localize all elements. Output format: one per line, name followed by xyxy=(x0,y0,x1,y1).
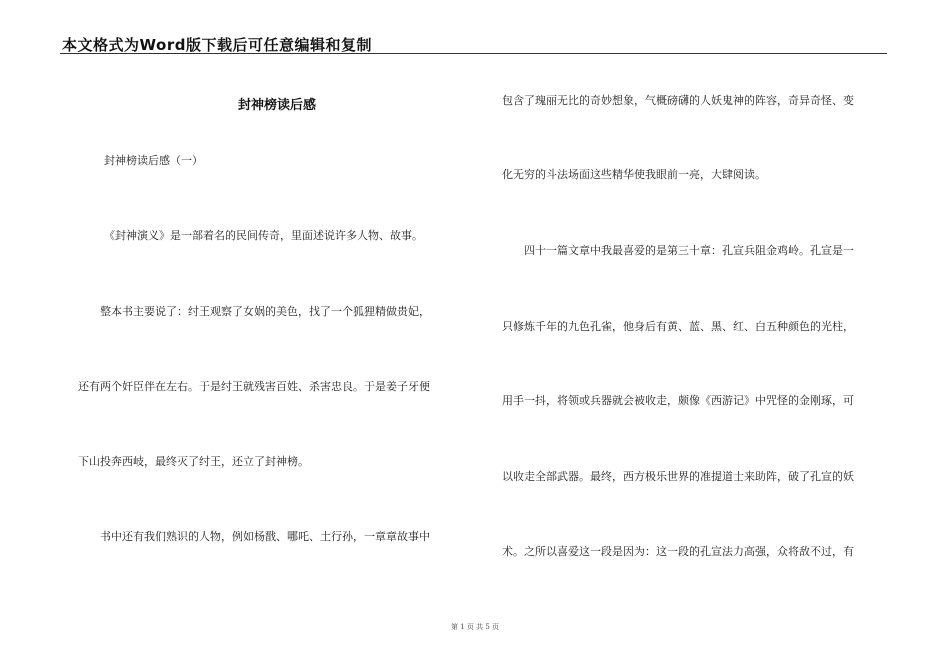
paragraph-line: 包含了瑰丽无比的奇妙想象，气概磅礴的人妖鬼神的阵容，奇异奇怪、变 xyxy=(502,94,854,107)
paragraph-line: 术。之所以喜爱这一段是因为：这一段的孔宣法力高强，众将敌不过，有 xyxy=(502,545,854,558)
paragraph-line: 四十一篇文章中我最喜爱的是第三十章：孔宣兵阻金鸡岭。孔宣是一 xyxy=(524,244,854,257)
paragraph-line: 化无穷的斗法场面这些精华使我眼前一亮，大肆阅读。 xyxy=(502,168,766,181)
page-number: 第 1 页 共 5 页 xyxy=(450,623,500,631)
paragraph-line: 书中还有我们熟识的人物，例如杨戬、哪吒、土行孙，一章章故事中 xyxy=(100,530,430,543)
paragraph-line: 用手一抖，将领或兵器就会被收走，颇像《西游记》中咒怪的金刚琢，可 xyxy=(502,394,854,407)
document-header: 本文格式为Word版下载后可任意编辑和复制 xyxy=(62,36,372,54)
paragraph-line: 《封神演义》是一部着名的民间传奇，里面述说许多人物、故事。 xyxy=(104,229,423,242)
paragraph-line: 封神榜读后感（一） xyxy=(104,154,203,167)
paragraph-line: 只修炼千年的九色孔雀，他身后有黄、蓝、黑、红、白五种颜色的光柱， xyxy=(502,320,854,333)
paragraph-line: 下山投奔西岐，最终灭了纣王，还立了封神榜。 xyxy=(78,455,309,468)
header-divider xyxy=(60,53,887,54)
paragraph-line: 还有两个奸臣伴在左右。于是纣王就残害百姓、杀害忠良。于是姜子牙便 xyxy=(78,380,430,393)
paragraph-line: 以收走全部武器。最终，西方极乐世界的准提道士来助阵，破了孔宣的妖 xyxy=(502,470,854,483)
paragraph-line: 整本书主要说了：纣王观察了女娲的美色，找了一个狐狸精做贵妃， xyxy=(100,305,430,318)
article-title: 封神榜读后感 xyxy=(237,98,316,113)
